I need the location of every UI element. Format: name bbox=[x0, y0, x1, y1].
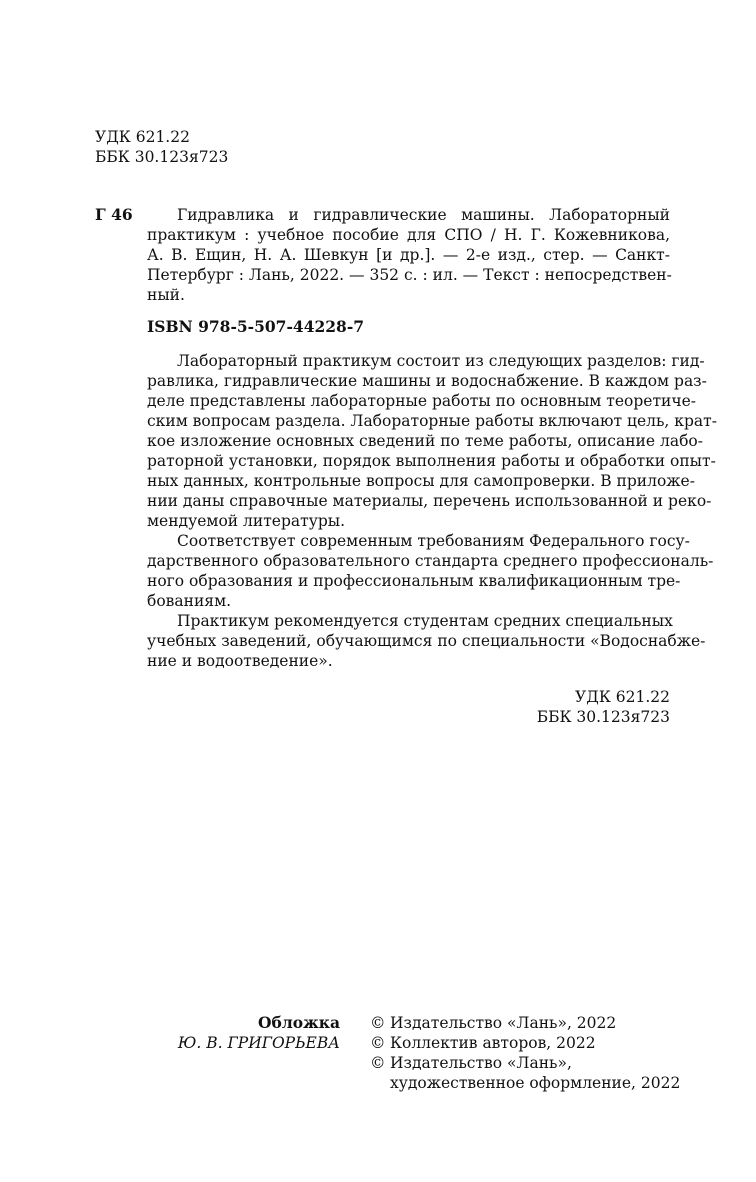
bibliographic-line: Петербург : Лань, 2022. — 352 с. : ил. — Текст : непосредствен- bbox=[147, 266, 672, 284]
annotation-line: ного образования и профессиональным квалификационным тре- bbox=[147, 572, 681, 590]
annotation-line: учебных заведений, обучающимся по специальности «Водоснабже- bbox=[147, 632, 706, 650]
annotation-line: кое изложение основных сведений по теме работы, описание лабо- bbox=[147, 432, 703, 450]
annotation-line: бованиям. bbox=[147, 592, 232, 610]
annotation-line: дарственного образовательного стандарта среднего профессиональ- bbox=[147, 552, 714, 570]
copyright-text: Коллектив авторов, 2022 bbox=[390, 1034, 596, 1052]
annotation-line: деле представлены лабораторные работы по основным теоретиче- bbox=[147, 392, 697, 410]
annotation-line: мендуемой литературы. bbox=[147, 512, 346, 530]
cover-label: Обложка bbox=[258, 1013, 340, 1032]
cover-artist: Ю. В. ГРИГОРЬЕВА bbox=[177, 1034, 340, 1052]
annotation-line: Соответствует современным требованиям Федерального госу- bbox=[177, 532, 690, 550]
bbk-code-bottom: ББК 30.123я723 bbox=[536, 708, 670, 726]
copyright-text: Издательство «Лань», bbox=[390, 1054, 572, 1072]
bibliographic-line: Гидравлика и гидравлические машины. Лабораторный bbox=[177, 206, 670, 224]
annotation-line: ским вопросам раздела. Лабораторные работы включают цель, крат- bbox=[147, 412, 717, 430]
bibliographic-line: практикум : учебное пособие для СПО / Н. Г. Кожевникова, bbox=[147, 226, 670, 244]
bibliographic-line: А. В. Ещин, Н. А. Шевкун [и др.]. — 2-е изд., стер. — Санкт- bbox=[147, 246, 670, 264]
annotation-line: Практикум рекомендуется студентам средних специальных bbox=[177, 612, 673, 630]
author-mark: Г 46 bbox=[95, 205, 133, 224]
annotation-line: равлика, гидравлические машины и водоснабжение. В каждом раз- bbox=[147, 372, 707, 390]
copyright-text: Издательство «Лань», 2022 bbox=[390, 1014, 617, 1032]
bibliographic-line: ный. bbox=[147, 286, 185, 304]
copyright-text: художественное оформление, 2022 bbox=[390, 1074, 681, 1092]
annotation-line: ние и водоотведение». bbox=[147, 652, 333, 670]
annotation-line: нии даны справочные материалы, перечень использованной и реко- bbox=[147, 492, 712, 510]
copyright-symbol: © bbox=[370, 1034, 386, 1052]
annotation-line: Лабораторный практикум состоит из следующих разделов: гид- bbox=[177, 352, 705, 370]
udk-code-top: УДК 621.22 bbox=[95, 128, 190, 146]
bbk-code-top: ББК 30.123я723 bbox=[95, 148, 229, 166]
annotation-line: ных данных, контрольные вопросы для самопроверки. В приложе- bbox=[147, 472, 695, 490]
copyright-symbol: © bbox=[370, 1014, 386, 1032]
annotation-line: раторной установки, порядок выполнения работы и обработки опыт- bbox=[147, 452, 716, 470]
isbn: ISBN 978-5-507-44228-7 bbox=[147, 317, 365, 336]
copyright-symbol: © bbox=[370, 1054, 386, 1072]
udk-code-bottom: УДК 621.22 bbox=[575, 688, 670, 706]
